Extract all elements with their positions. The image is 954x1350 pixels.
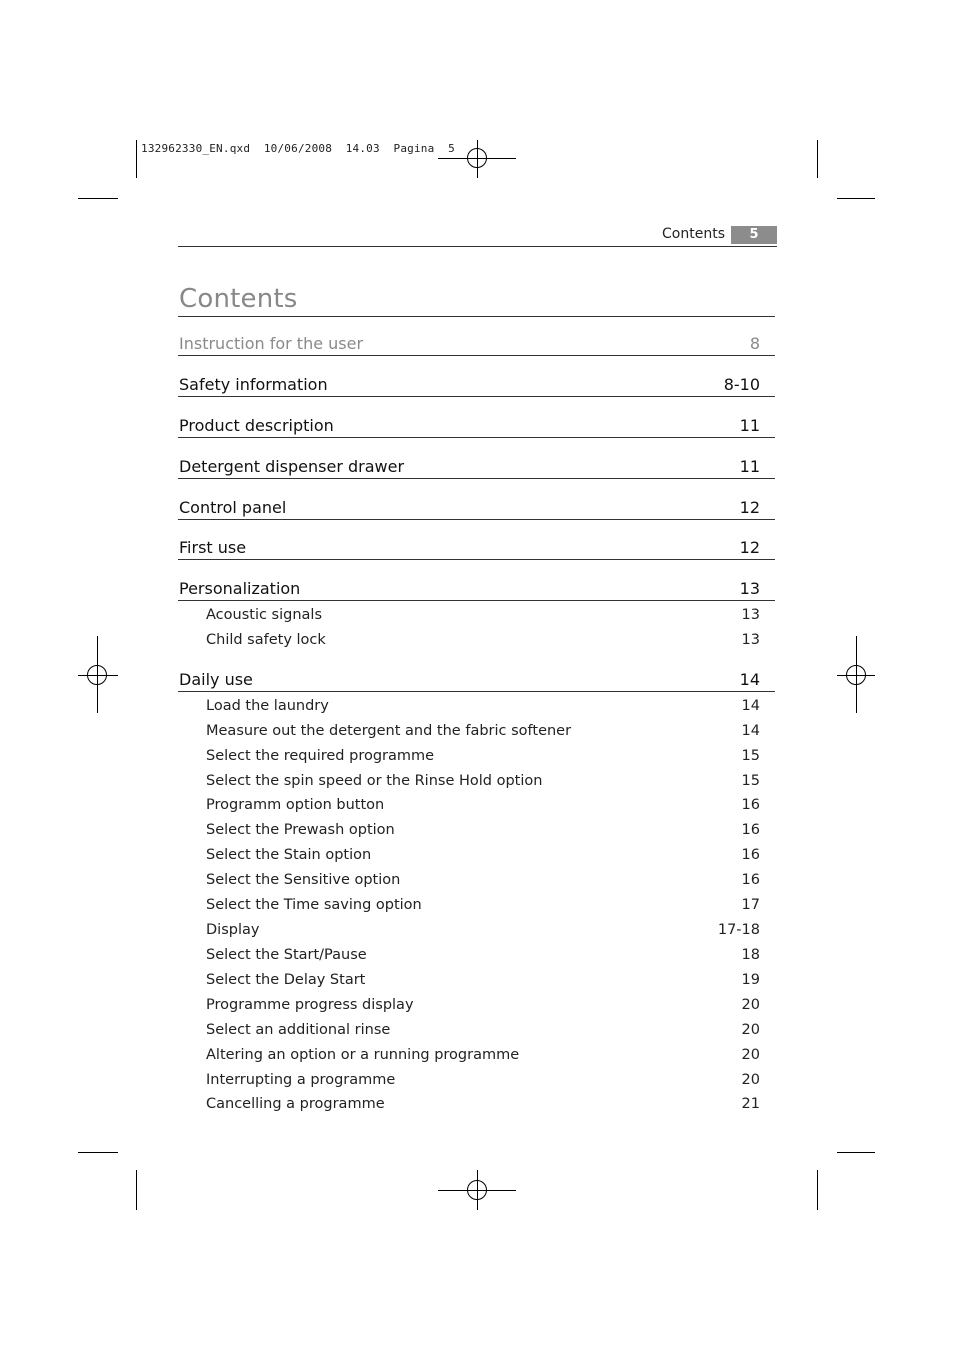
toc-section-label: Personalization <box>179 579 301 598</box>
toc-item-acoustic-signals[interactable] <box>206 605 760 625</box>
toc-item-page: 19 <box>741 972 760 988</box>
page-number-badge: 5 <box>731 226 777 244</box>
toc-item-page: 15 <box>741 748 760 764</box>
toc-item-page: 20 <box>741 1047 760 1063</box>
toc-item-label: Altering an option or a running programme <box>206 1047 520 1063</box>
toc-item-label: Select the Prewash option <box>206 822 395 838</box>
toc-item-page: 13 <box>741 607 760 623</box>
toc-item-page: 17-18 <box>717 922 760 938</box>
toc-item-label: Select the Sensitive option <box>206 872 401 888</box>
toc-item-page: 21 <box>741 1096 760 1112</box>
toc-item[interactable] <box>206 870 760 890</box>
toc-section-page: 8 <box>749 334 760 353</box>
toc-section-safety[interactable] <box>179 375 760 395</box>
slug-time: 14.03 <box>345 142 380 155</box>
toc-item[interactable] <box>206 1094 760 1114</box>
toc-item-page: 16 <box>741 822 760 838</box>
title-rule <box>178 316 775 317</box>
toc-section-personalization[interactable] <box>179 579 760 599</box>
toc-section-label: Control panel <box>179 498 287 517</box>
crop-mark <box>136 1170 137 1210</box>
section-rule <box>178 437 775 438</box>
toc-item-page: 16 <box>741 872 760 888</box>
toc-item-page: 16 <box>741 847 760 863</box>
toc-item[interactable] <box>206 945 760 965</box>
toc-item-label: Child safety lock <box>206 632 326 648</box>
section-rule <box>178 478 775 479</box>
toc-item-label: Measure out the detergent and the fabric softener <box>206 723 572 739</box>
toc-section-page: 14 <box>739 670 760 689</box>
section-rule <box>178 396 775 397</box>
section-rule <box>178 600 775 601</box>
toc-item-label: Cancelling a programme <box>206 1096 385 1112</box>
toc-item[interactable] <box>206 995 760 1015</box>
section-rule <box>178 355 775 356</box>
toc-item-label: Select the required programme <box>206 748 435 764</box>
toc-item-page: 20 <box>741 1022 760 1038</box>
toc-item-page: 17 <box>741 897 760 913</box>
crop-mark <box>136 140 137 178</box>
crop-mark <box>837 1152 875 1153</box>
toc-section-page: 11 <box>739 416 760 435</box>
toc-item[interactable] <box>206 820 760 840</box>
toc-item[interactable] <box>206 771 760 791</box>
toc-section-page: 12 <box>739 538 760 557</box>
toc-section-label: Safety information <box>179 375 328 394</box>
toc-section-page: 12 <box>739 498 760 517</box>
toc-item[interactable] <box>206 795 760 815</box>
toc-item-page: 14 <box>741 698 760 714</box>
toc-item-page: 20 <box>741 997 760 1013</box>
toc-item[interactable] <box>206 746 760 766</box>
toc-item[interactable] <box>206 920 760 940</box>
toc-section-label: Product description <box>179 416 334 435</box>
toc-item-page: 13 <box>741 632 760 648</box>
crop-mark <box>78 198 118 199</box>
toc-item-label: Display <box>206 922 260 938</box>
toc-item-page: 18 <box>741 947 760 963</box>
toc-item[interactable] <box>206 696 760 716</box>
section-rule <box>178 519 775 520</box>
toc-item[interactable] <box>206 845 760 865</box>
toc-item[interactable] <box>206 1020 760 1040</box>
toc-item[interactable] <box>206 1070 760 1090</box>
toc-item-label: Acoustic signals <box>206 607 322 623</box>
slug-page-num: 5 <box>448 142 455 155</box>
toc-item-label: Load the laundry <box>206 698 329 714</box>
toc-section-control-panel[interactable] <box>179 498 760 518</box>
toc-section-first-use[interactable] <box>179 538 760 558</box>
toc-item-label: Programme progress display <box>206 997 414 1013</box>
crop-mark <box>78 1152 118 1153</box>
toc-section-label: Instruction for the user <box>179 334 364 353</box>
slug-file: 132962330_EN.qxd <box>141 142 251 155</box>
toc-item-label: Select the Time saving option <box>206 897 422 913</box>
toc-section-daily-use[interactable] <box>179 670 760 690</box>
toc-section-product[interactable] <box>179 416 760 436</box>
toc-section-page: 8-10 <box>723 375 760 394</box>
toc-item[interactable] <box>206 721 760 741</box>
toc-item-page: 20 <box>741 1072 760 1088</box>
toc-section-page: 11 <box>739 457 760 476</box>
toc-section-label: Daily use <box>179 670 253 689</box>
running-header-title: Contents <box>662 226 725 242</box>
crop-mark <box>817 1170 818 1210</box>
section-rule <box>178 559 775 560</box>
toc-item-child-safety-lock[interactable] <box>206 630 760 650</box>
toc-item[interactable] <box>206 970 760 990</box>
crop-mark <box>837 198 875 199</box>
toc-item-page: 16 <box>741 797 760 813</box>
print-slug <box>141 142 455 155</box>
toc-item[interactable] <box>206 895 760 915</box>
toc-item-label: Programm option button <box>206 797 385 813</box>
toc-item-label: Select the Delay Start <box>206 972 366 988</box>
toc-item-label: Select an additional rinse <box>206 1022 391 1038</box>
toc-section-label: Detergent dispenser drawer <box>179 457 405 476</box>
toc-section-detergent[interactable] <box>179 457 760 477</box>
toc-item-page: 15 <box>741 773 760 789</box>
page-title: Contents <box>179 284 298 314</box>
header-rule <box>178 246 777 247</box>
crop-mark <box>817 140 818 178</box>
toc-item-label: Interrupting a programme <box>206 1072 396 1088</box>
toc-section-page: 13 <box>739 579 760 598</box>
section-rule <box>178 691 775 692</box>
toc-section-label: First use <box>179 538 247 557</box>
toc-item-label: Select the spin speed or the Rinse Hold option <box>206 773 543 789</box>
toc-item-label: Select the Stain option <box>206 847 372 863</box>
toc-item[interactable] <box>206 1045 760 1065</box>
slug-date: 10/06/2008 <box>263 142 333 155</box>
toc-item-label: Select the Start/Pause <box>206 947 367 963</box>
toc-section-instruction[interactable] <box>179 334 760 354</box>
slug-page-label: Pagina <box>393 142 435 155</box>
toc-item-page: 14 <box>741 723 760 739</box>
